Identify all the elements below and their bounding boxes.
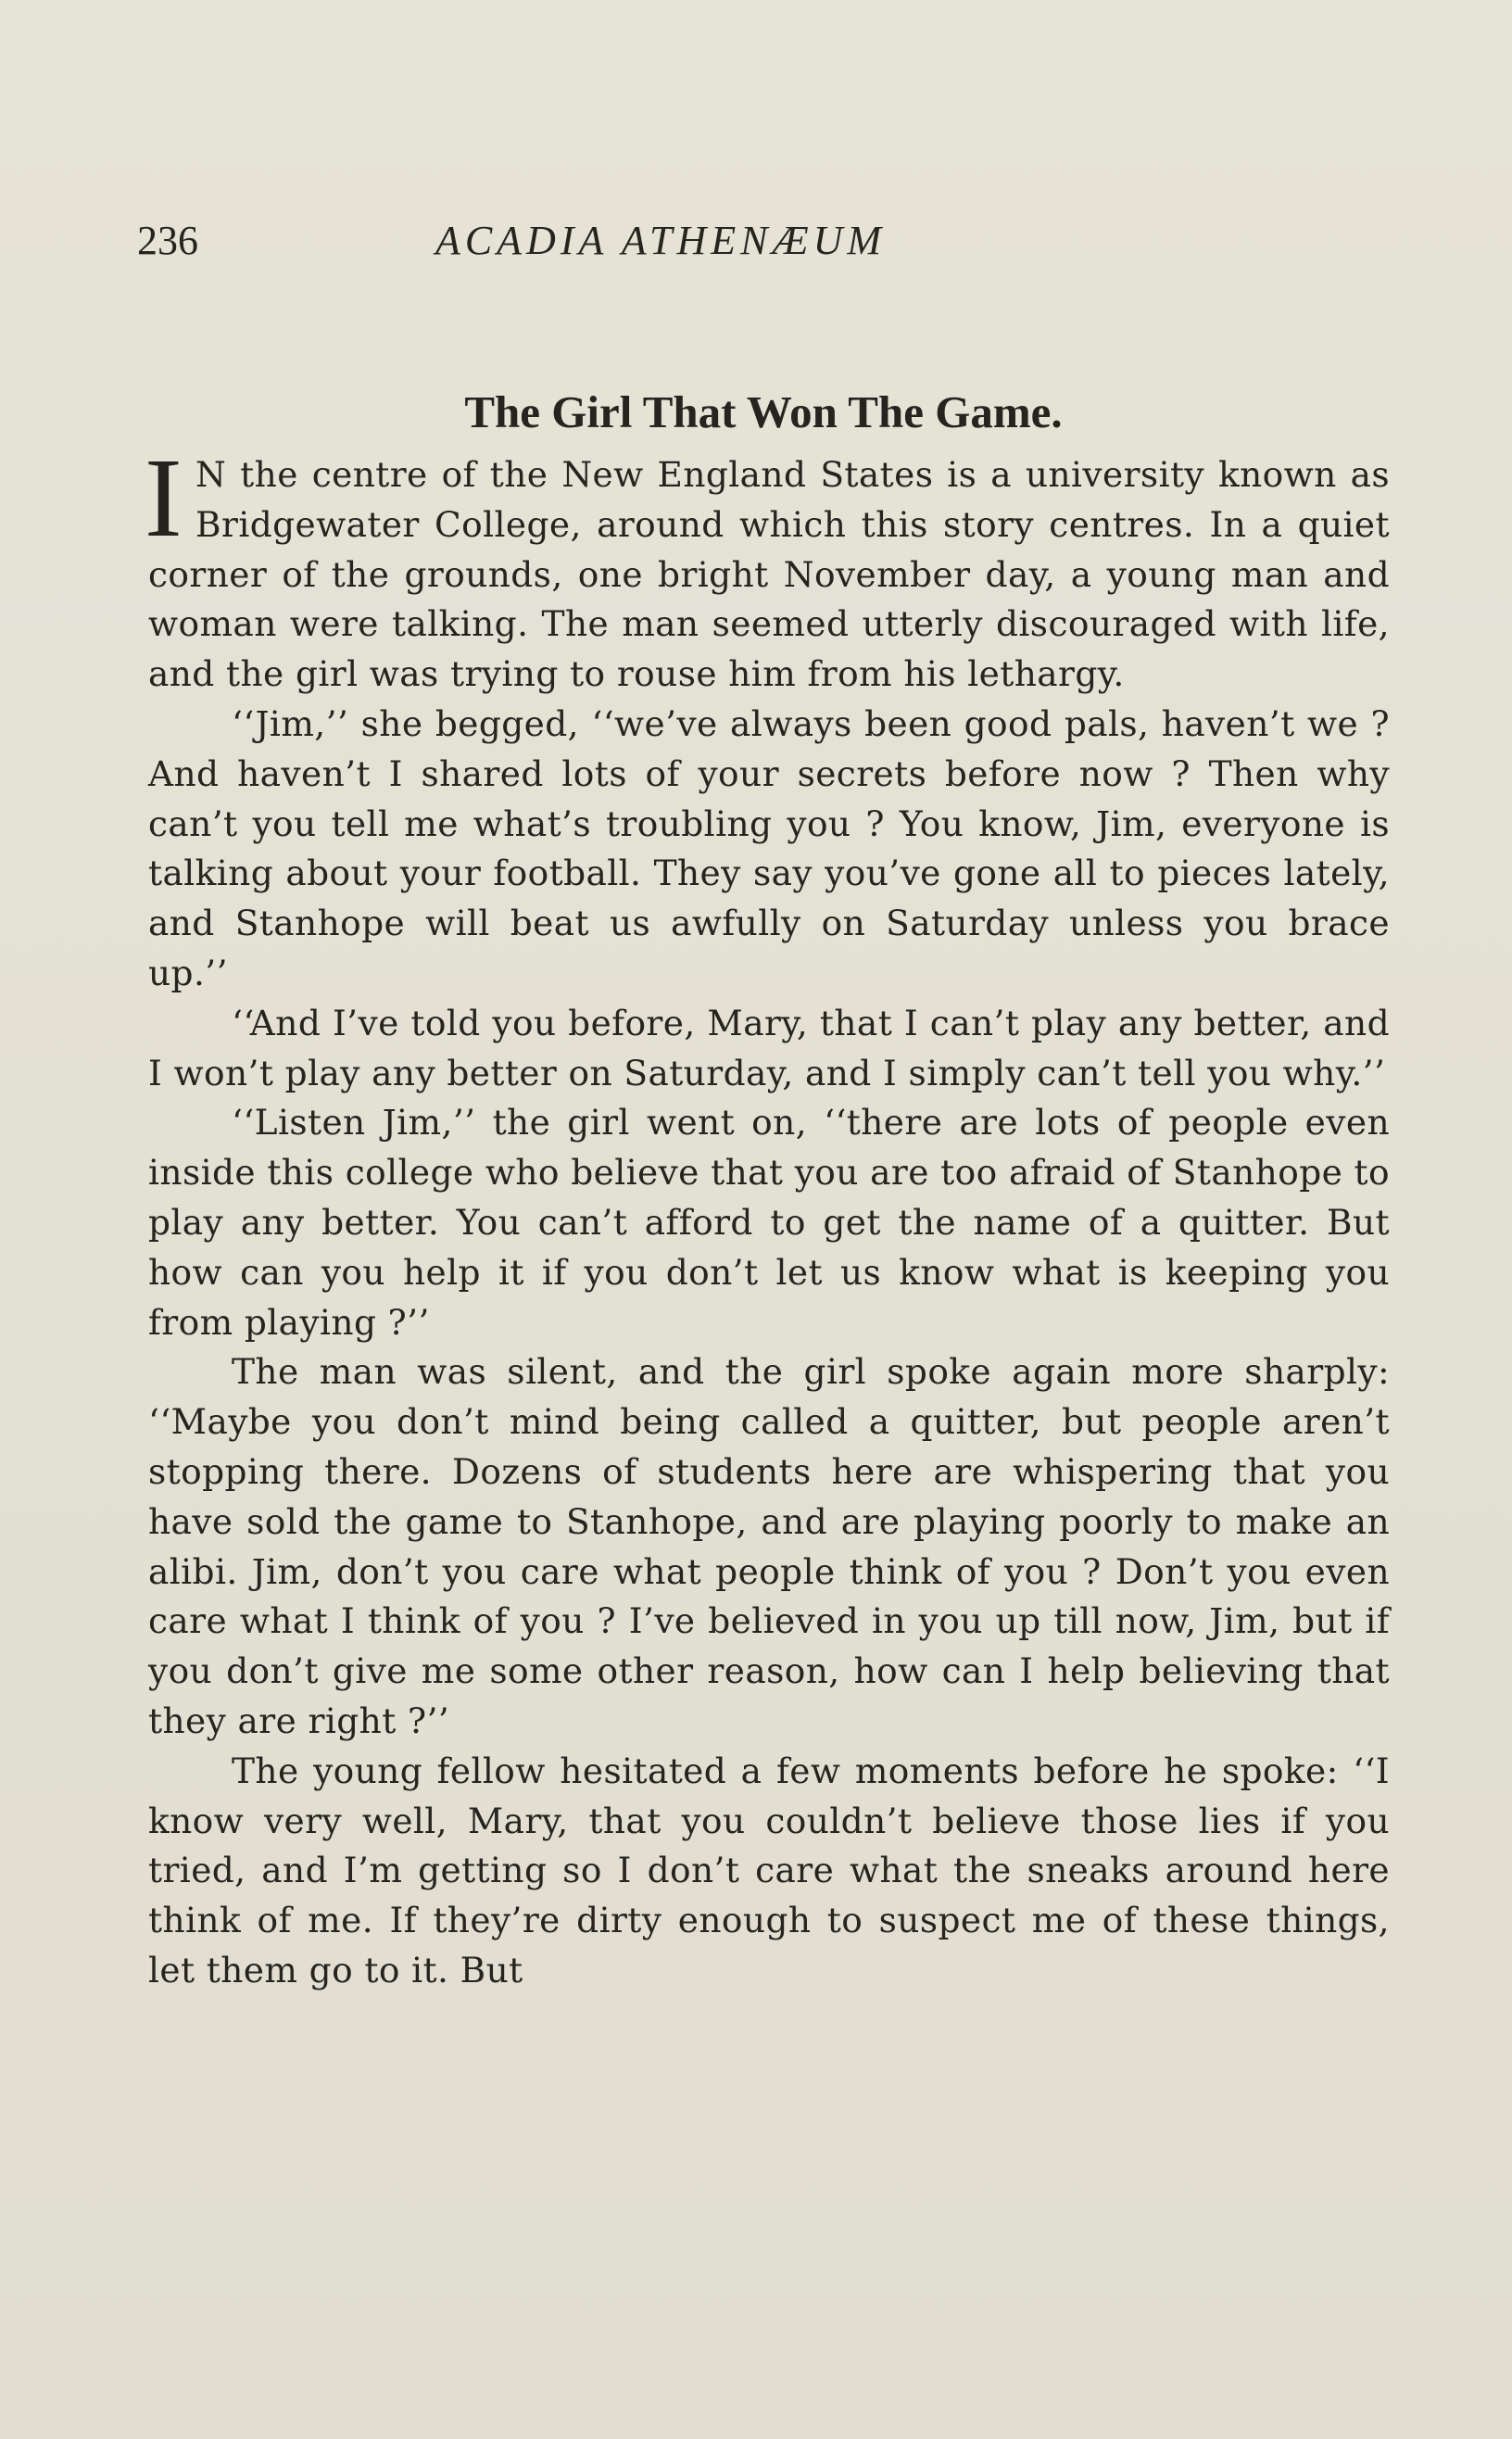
journal-title: ACADIA ATHENÆUM — [435, 218, 887, 263]
article-title: The Girl That Won The Game. — [464, 385, 1063, 437]
page-number: 236 — [137, 218, 198, 263]
paragraph-1 — [145, 436, 1390, 700]
paragraph-5: The man was silent, and the girl spoke again more sharply: ‘‘Maybe you don’t mind being called a quitter, but people aren’t stopping there. Dozens of students here are whispering that you have sold the game to Stanhope, and are playing poorly to make an alibi. Jim, don’t you care what people think of you ? Don’t you even care what I think of you ? I’ve believed in you up till now, Jim, but if you don’t give me some other reason, how can I help believing that they are right ?’’ — [148, 1351, 1390, 1741]
paragraph-3: ‘‘And I’ve told you before, Mary, that I can’t play any better, and I won’t play any better on Saturday, and I simply can’t tell you why.’’ — [148, 1002, 1390, 1093]
drop-cap: I — [145, 436, 183, 561]
article-body — [145, 436, 1390, 1996]
paragraph-4: ‘‘Listen Jim,’’ the girl went on, ‘‘there are lots of people even inside this college who believe that you are too afraid of Stanhope to play any better. You can’t afford to get the name of a quitter. But how can you help it if you don’t let us know what is keeping you from playing ?’’ — [148, 1102, 1390, 1343]
paragraph-1-text: N the centre of the New England States is a university known as Bridgewater College, around which this story centres. In a quiet corner of the grounds, one bright November day, a young man and woman were talking. The man seemed utterly discouraged with life, and the girl was trying to rouse him from his lethargy. — [148, 454, 1390, 695]
running-head — [137, 215, 1390, 267]
paragraph-2: ‘‘Jim,’’ she begged, ‘‘we’ve always been good pals, haven’t we ? And haven’t I shared lots of your secrets before now ? Then why can’t you tell me what’s troubling you ? You know, Jim, everyone is talking about your football. They say you’ve gone all to pieces lately, and Stanhope will beat us awfully on Saturday unless you brace up.’’ — [148, 702, 1390, 993]
paragraph-6: The young fellow hesitated a few moments before he spoke: ‘‘I know very well, Mary, that you couldn’t believe those lies if you tried, and I’m getting so I don’t care what the sneaks around here think of me. If they’re dirty enough to suspect me of these things, let them go to it. But — [148, 1750, 1390, 1990]
